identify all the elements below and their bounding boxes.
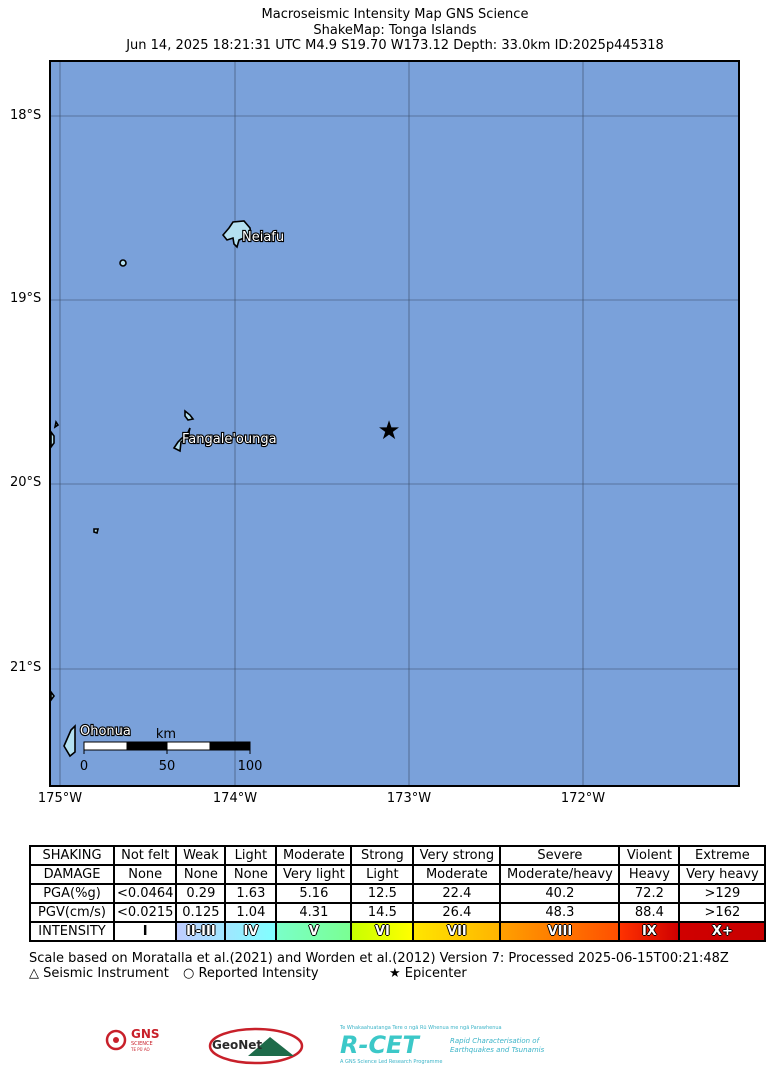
- legend-cell-shaking: Violent: [619, 846, 679, 865]
- scale-tick-50: 50: [158, 759, 176, 774]
- legend-row-pga: [30, 884, 765, 903]
- lon-label-172w: 172°W: [560, 791, 606, 806]
- legend-cell-pga: 0.29: [176, 884, 225, 903]
- map-panel[interactable]: [49, 60, 740, 787]
- legend-cell-damage: None: [114, 865, 176, 884]
- legend-cell-intensity: VII: [413, 922, 500, 941]
- place-neiafu: Neiafu: [242, 230, 285, 245]
- legend-cell-pgv: >162: [679, 903, 765, 922]
- gns-logo-text: GNS: [131, 1027, 160, 1041]
- island-south-small: [94, 529, 98, 533]
- scale-tick-0: 0: [79, 759, 89, 774]
- legend-cell-shaking: Severe: [500, 846, 619, 865]
- intensity-legend-table: [29, 845, 766, 942]
- legend-cell-damage: Heavy: [619, 865, 679, 884]
- legend-cell-intensity: II-III: [176, 922, 225, 941]
- scale-unit: km: [155, 727, 177, 742]
- legend-cell-shaking: Extreme: [679, 846, 765, 865]
- geonet-logo-text: GeoNet: [212, 1038, 263, 1052]
- legend-cell-pga: <0.0464: [114, 884, 176, 903]
- epicenter-star-icon: ★: [377, 416, 401, 446]
- legend-cell-shaking: Not felt: [114, 846, 176, 865]
- rcet-logo-text: R-CET: [340, 1031, 419, 1059]
- legend-cell-pgv: 88.4: [619, 903, 679, 922]
- rcet-sub-2: Earthquakes and Tsunamis: [450, 1046, 545, 1054]
- legend-row-damage: [30, 865, 765, 884]
- lon-label-175w: 175°W: [37, 791, 83, 806]
- legend-cell-intensity: I: [114, 922, 176, 941]
- scale-tick-100: 100: [237, 759, 263, 774]
- legend-cell-pga: 1.63: [225, 884, 276, 903]
- legend-cell-damage: Moderate: [413, 865, 500, 884]
- legend-cell-intensity: VIII: [500, 922, 619, 941]
- scale-note: Scale based on Moratalla et al.(2021) and Worden et al.(2012) Version 7: Processed 2025-06-15T00:21:48Z: [29, 951, 729, 966]
- legend-cell-shaking: Moderate: [276, 846, 351, 865]
- title-line-3: Jun 14, 2025 18:21:31 UTC M4.9 S19.70 W173.12 Depth: 33.0km ID:2025p445318: [126, 38, 664, 53]
- rcet-top-text: Te Whakaahuatanga Tere o ngā Rū Whenua me ngā Parawhenua: [340, 1025, 502, 1031]
- symbol-key: [29, 966, 467, 981]
- rcet-bottom-text: A GNS Science Led Research Programme: [340, 1059, 443, 1065]
- legend-cell-damage: None: [225, 865, 276, 884]
- island-eua: [64, 726, 75, 756]
- legend-row-pgv: [30, 903, 765, 922]
- lon-label-173w: 173°W: [386, 791, 432, 806]
- legend-row-label: SHAKING: [30, 846, 114, 865]
- legend-cell-shaking: Weak: [176, 846, 225, 865]
- legend-cell-shaking: Strong: [351, 846, 413, 865]
- legend-cell-pga: >129: [679, 884, 765, 903]
- legend-row-intensity: [30, 922, 765, 941]
- islands: [51, 221, 251, 756]
- legend-cell-pga: 22.4: [413, 884, 500, 903]
- title-line-2: ShakeMap: Tonga Islands: [313, 22, 477, 38]
- legend-row-label: DAMAGE: [30, 865, 114, 884]
- legend-cell-pgv: 0.125: [176, 903, 225, 922]
- legend-cell-intensity: IX: [619, 922, 679, 941]
- lat-label-18s: 18°S: [10, 108, 42, 123]
- gns-science-logo: [105, 1025, 165, 1055]
- legend-cell-shaking: Very strong: [413, 846, 500, 865]
- rcet-sub-1: Rapid Characterisation of: [450, 1037, 540, 1045]
- legend-cell-intensity: X+: [679, 922, 765, 941]
- legend-cell-intensity: IV: [225, 922, 276, 941]
- geonet-logo: [208, 1026, 304, 1066]
- island-small-west: [120, 260, 126, 266]
- legend-cell-pgv: 26.4: [413, 903, 500, 922]
- legend-cell-pga: 40.2: [500, 884, 619, 903]
- legend-cell-pgv: 14.5: [351, 903, 413, 922]
- legend-cell-intensity: V: [276, 922, 351, 941]
- island-west-edge-c: [51, 692, 54, 700]
- lat-label-19s: 19°S: [10, 291, 42, 306]
- legend-cell-damage: Very heavy: [679, 865, 765, 884]
- legend-cell-damage: None: [176, 865, 225, 884]
- map-title: [0, 7, 768, 54]
- legend-row-label: INTENSITY: [30, 922, 114, 941]
- lat-label-20s: 20°S: [10, 475, 42, 490]
- place-ohonua: Ohonua: [80, 724, 131, 739]
- place-labels: [80, 230, 284, 739]
- lat-label-21s: 21°S: [10, 660, 42, 675]
- legend-cell-shaking: Light: [225, 846, 276, 865]
- legend-cell-intensity: VI: [351, 922, 413, 941]
- rcet-logo: [340, 1025, 555, 1067]
- legend-cell-pgv: 1.04: [225, 903, 276, 922]
- seismic-instrument-key: △ Seismic Instrument: [29, 966, 169, 981]
- legend-cell-pgv: <0.0215: [114, 903, 176, 922]
- title-line-1: Macroseismic Intensity Map GNS Science: [261, 7, 529, 22]
- reported-intensity-key: ○ Reported Intensity: [183, 966, 319, 981]
- island-west-edge-a: [55, 422, 58, 427]
- legend-cell-pgv: 48.3: [500, 903, 619, 922]
- legend-row-label: PGA(%g): [30, 884, 114, 903]
- gns-logo-sub2: TE PŪ AO: [131, 1047, 150, 1052]
- map-canvas: [51, 62, 738, 785]
- epicenter-key: ★ Epicenter: [389, 966, 467, 981]
- place-fangaleounga: Fangale'ounga: [182, 432, 277, 447]
- legend-row-shaking: [30, 846, 765, 865]
- island-west-edge-b: [51, 432, 54, 447]
- gns-logo-sub: SCIENCE: [131, 1041, 153, 1047]
- legend-cell-pga: 5.16: [276, 884, 351, 903]
- legend-cell-pga: 12.5: [351, 884, 413, 903]
- legend-row-label: PGV(cm/s): [30, 903, 114, 922]
- legend-cell-damage: Light: [351, 865, 413, 884]
- legend-cell-pgv: 4.31: [276, 903, 351, 922]
- legend-cell-damage: Moderate/heavy: [500, 865, 619, 884]
- island-haapai-north: [185, 411, 193, 420]
- legend-cell-pga: 72.2: [619, 884, 679, 903]
- lon-label-174w: 174°W: [212, 791, 258, 806]
- legend-cell-damage: Very light: [276, 865, 351, 884]
